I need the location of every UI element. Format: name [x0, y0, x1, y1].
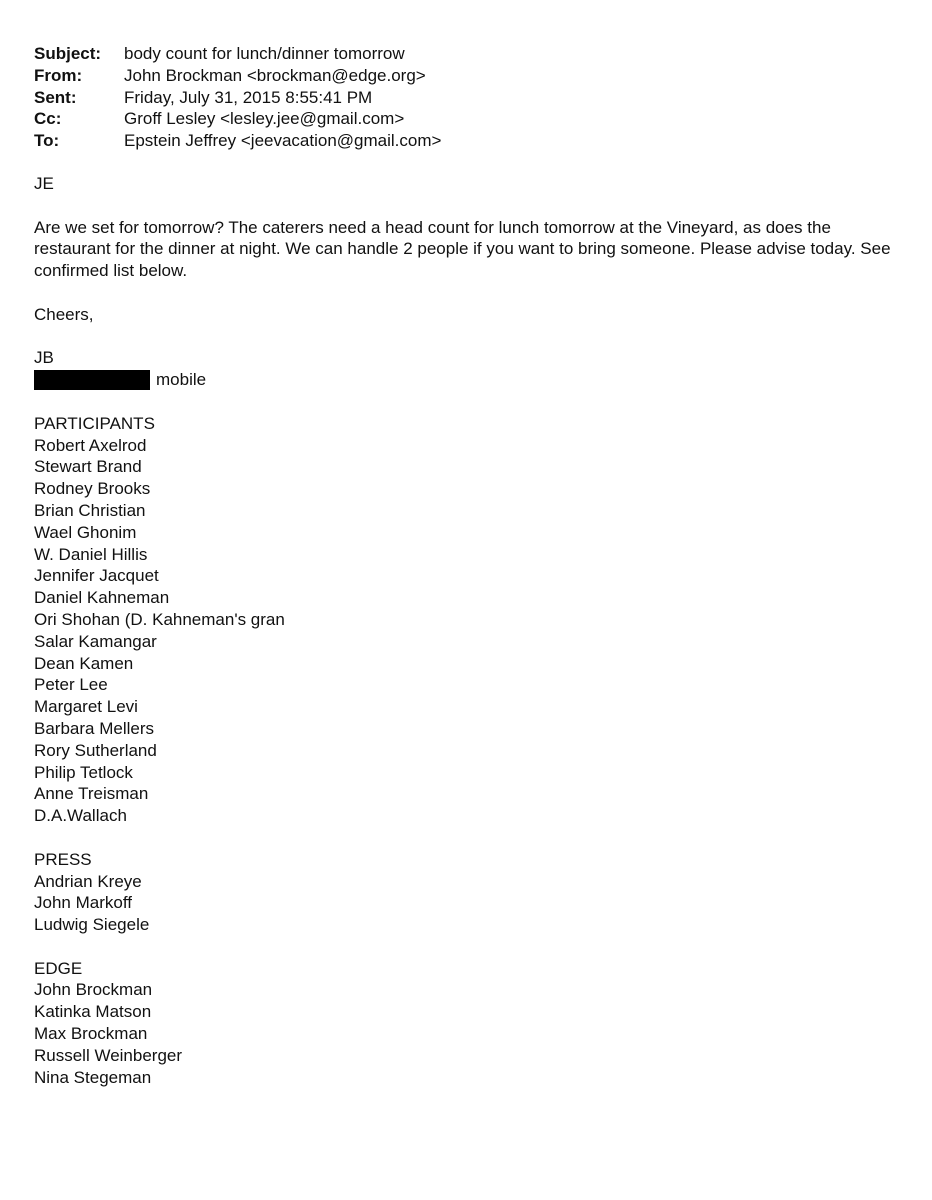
signature: JB [34, 348, 54, 368]
from-row [34, 65, 441, 87]
to-row [34, 130, 441, 152]
attendee-name: Ludwig Siegele [34, 915, 150, 935]
section-edge [34, 958, 904, 1089]
attendee-name: Daniel Kahneman [34, 588, 170, 608]
sent-label: Sent: [34, 87, 77, 107]
attendee-name: Nina Stegeman [34, 1067, 152, 1087]
attendee-name: Stewart Brand [34, 457, 142, 477]
attendee-name: John Brockman [34, 980, 153, 1000]
phone-suffix: mobile [156, 370, 207, 390]
attendee-name: Katinka Matson [34, 1002, 152, 1022]
cc-row [34, 108, 441, 130]
attendee-name: John Markoff [34, 893, 132, 913]
email-header [34, 43, 441, 152]
attendee-name: Max Brockman [34, 1024, 148, 1044]
section-title: PRESS [34, 849, 92, 869]
attendee-name: Brian Christian [34, 500, 146, 520]
attendee-name: Robert Axelrod [34, 435, 147, 455]
phone-line [34, 369, 904, 391]
attendee-name: Wael Ghonim [34, 522, 137, 542]
redaction-box [34, 370, 150, 390]
attendee-name: Jennifer Jacquet [34, 566, 159, 586]
section-press [34, 849, 904, 936]
attendee-sections [34, 413, 904, 1089]
attendee-name: Russell Weinberger [34, 1045, 183, 1065]
sent-value: Friday, July 31, 2015 8:55:41 PM [124, 87, 373, 107]
from-value: John Brockman <brockman@edge.org> [124, 65, 426, 85]
section-title: EDGE [34, 958, 83, 978]
to-value: Epstein Jeffrey <jeevacation@gmail.com> [124, 131, 442, 151]
attendee-name: W. Daniel Hillis [34, 544, 148, 564]
attendee-name: Rory Sutherland [34, 740, 157, 760]
section-title: PARTICIPANTS [34, 413, 155, 433]
attendee-name: Anne Treisman [34, 784, 149, 804]
greeting: JE [34, 174, 54, 193]
subject-row [34, 43, 441, 65]
attendee-name: Ori Shohan (D. Kahneman's gran [34, 609, 285, 629]
from-label: From: [34, 65, 83, 85]
attendee-name: Salar Kamangar [34, 631, 157, 651]
subject-label: Subject: [34, 44, 102, 63]
sent-row [34, 87, 441, 109]
cc-label: Cc: [34, 109, 62, 129]
attendee-name: Philip Tetlock [34, 762, 133, 782]
cc-value: Groff Lesley <lesley.jee@gmail.com> [124, 109, 405, 129]
attendee-name: Dean Kamen [34, 653, 134, 673]
attendee-name: Margaret Levi [34, 697, 138, 717]
email-body [34, 173, 904, 1088]
message-paragraph: Are we set for tomorrow? The caterers need a head count for lunch tomorrow at the Vineyard, as does the restaurant for the dinner at night. We can handle 2 people if you want to bring someone. Please advise today. See confirmed list below. [34, 217, 891, 281]
to-label: To: [34, 131, 60, 151]
subject-value: body count for lunch/dinner tomorrow [124, 44, 405, 63]
signoff: Cheers, [34, 304, 94, 324]
attendee-name: Rodney Brooks [34, 479, 151, 499]
attendee-name: Andrian Kreye [34, 871, 142, 891]
attendee-name: Barbara Mellers [34, 718, 154, 738]
attendee-name: D.A.Wallach [34, 806, 127, 826]
section-participants [34, 413, 904, 827]
attendee-name: Peter Lee [34, 675, 108, 695]
